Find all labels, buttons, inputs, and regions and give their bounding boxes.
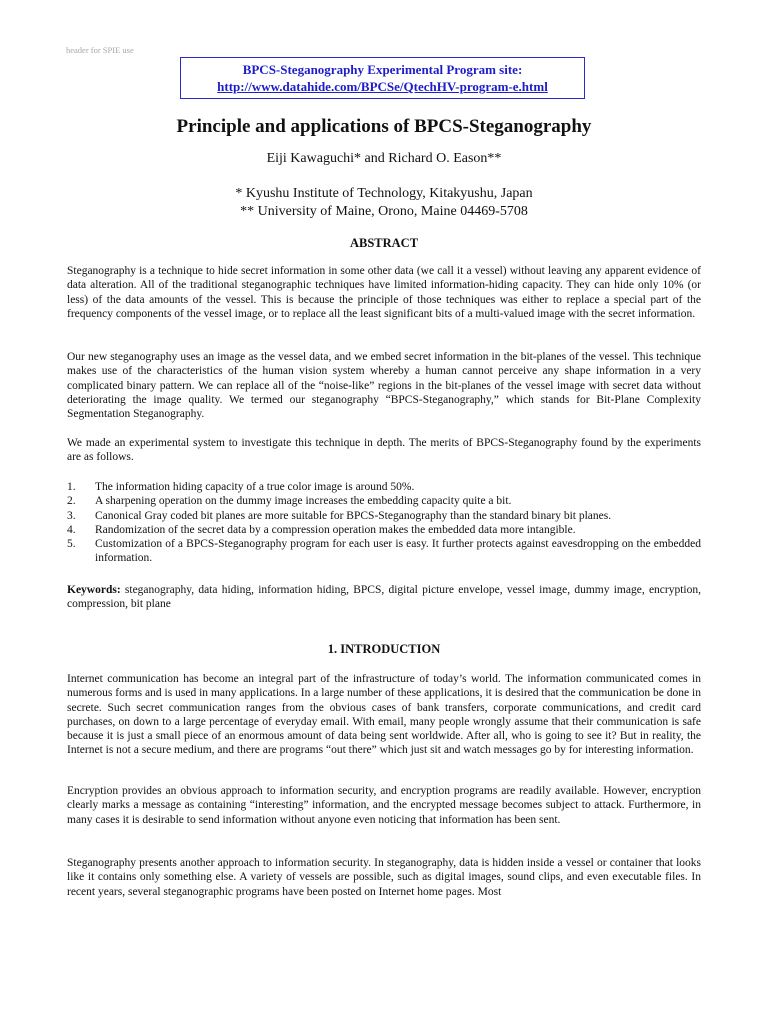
merit-item [67,537,701,566]
header-note: header for SPIE use [66,45,134,55]
program-site-label: BPCS-Steganography Experimental Program site: [242,62,523,77]
merit-item [67,523,701,537]
merit-number: 1. [67,481,76,493]
introduction-paragraph: Internet communication has become an integral part of the infrastructure of today’s world. The information communicated comes in numerous forms and is used in many applications. In a large number of these applications, it is desired that the communication be done in secrete. Such secret communication ranges from the obvious cases of bank transfers, corporate communications, and credit card purchases, on down to a large percentage of everyday email. With email, many people wrongly assume that their communication is safe because it is just a small piece of an enormous amount of data being sent worldwide. After all, who is going to see it? But in reality, the Internet is not a secure medium, and there are programs “out there” which just sit and watch messages go by for interesting information. [67,673,701,757]
affiliations [0,185,768,220]
abstract-paragraph: We made an experimental system to investigate this technique in depth. The merits of BPCS-Steganography found by the experiments are as follows. [67,437,701,464]
merit-item [67,480,701,494]
affiliation-kyushu: * Kyushu Institute of Technology, Kitakyushu, Japan [235,186,533,201]
merit-number: 4. [67,523,76,536]
merit-number: 5. [67,538,76,551]
keywords [67,583,701,612]
merit-text: Canonical Gray coded bit planes are more suitable for BPCS-Steganography than the standard binary bit planes. [95,509,612,522]
keywords-text: steganography, data hiding, information hiding, BPCS, digital picture envelope, vessel image, dummy image, encryption, compression, bit plane [67,584,701,611]
abstract-paragraph: Steganography is a technique to hide secret information in some other data (we call it a vessel) without leaving any apparent evidence of data alteration. All of the traditional steganographic techniques have limited information-hiding capacity. They can hide only 10% (or less) of the data amounts of the vessel. This is because the principle of those techniques was either to replace a special part of the frequency components of the vessel image, or to replace all the least significant bits of a multi-valued image with the secret information. [67,265,701,320]
affiliation-maine: ** University of Maine, Orono, Maine 04469-5708 [240,203,528,219]
introduction-paragraph: Encryption provides an obvious approach to information security, and encryption programs are readily available. However, encryption clearly marks a message as containing “interesting” information, and the encrypted message becomes subject to attack. Furthermore, in many cases it is desirable to send information without anyone even noticing that information has been sent. [67,785,701,826]
introduction-paragraph: Steganography presents another approach to information security. In steganography, data is hidden inside a vessel or container that looks like it contains only something else. A variety of vessels are possible, such as digital images, sound clips, and even executable files. In recent years, several steganographic programs have been posted on Internet home pages. Most [67,857,701,898]
abstract-heading: ABSTRACT [349,236,419,250]
merit-number: 3. [67,509,76,522]
paper-authors: Eiji Kawaguchi* and Richard O. Eason** [266,151,502,166]
merit-text: Customization of a BPCS-Steganography program for each user is easy. It further protects against eavesdropping on the embedded information. [95,538,701,565]
keywords-label: Keywords: [67,584,121,596]
program-site-box [180,57,585,99]
merits-list [67,480,701,566]
paper-title: Principle and applications of BPCS-Steganography [176,116,592,137]
abstract-paragraph: Our new steganography uses an image as the vessel data, and we embed secret information in the bit-planes of the vessel. This technique makes use of the characteristics of the human vision system whereby a human cannot perceive any shape information in a very complicated binary pattern. We can replace all of the “noise-like” regions in the bit-planes of the vessel image with secret data without deteriorating the image quality. We termed our steganography “BPCS-Steganography,” which stands for Bit-Plane Complexity Segmentation Steganography. [67,351,701,421]
merit-number: 2. [67,495,76,508]
program-site-link[interactable]: http://www.datahide.com/BPCSe/QtechHV-program-e.html [217,79,548,94]
merit-item [67,509,701,523]
merit-text: A sharpening operation on the dummy image increases the embedding capacity quite a bit. [95,495,512,508]
merit-text: Randomization of the secret data by a compression operation makes the embedded data more intangible. [95,523,576,536]
merit-item [67,494,701,508]
merit-text: The information hiding capacity of a true color image is around 50%. [95,481,415,493]
introduction-heading: 1. INTRODUCTION [327,642,441,656]
